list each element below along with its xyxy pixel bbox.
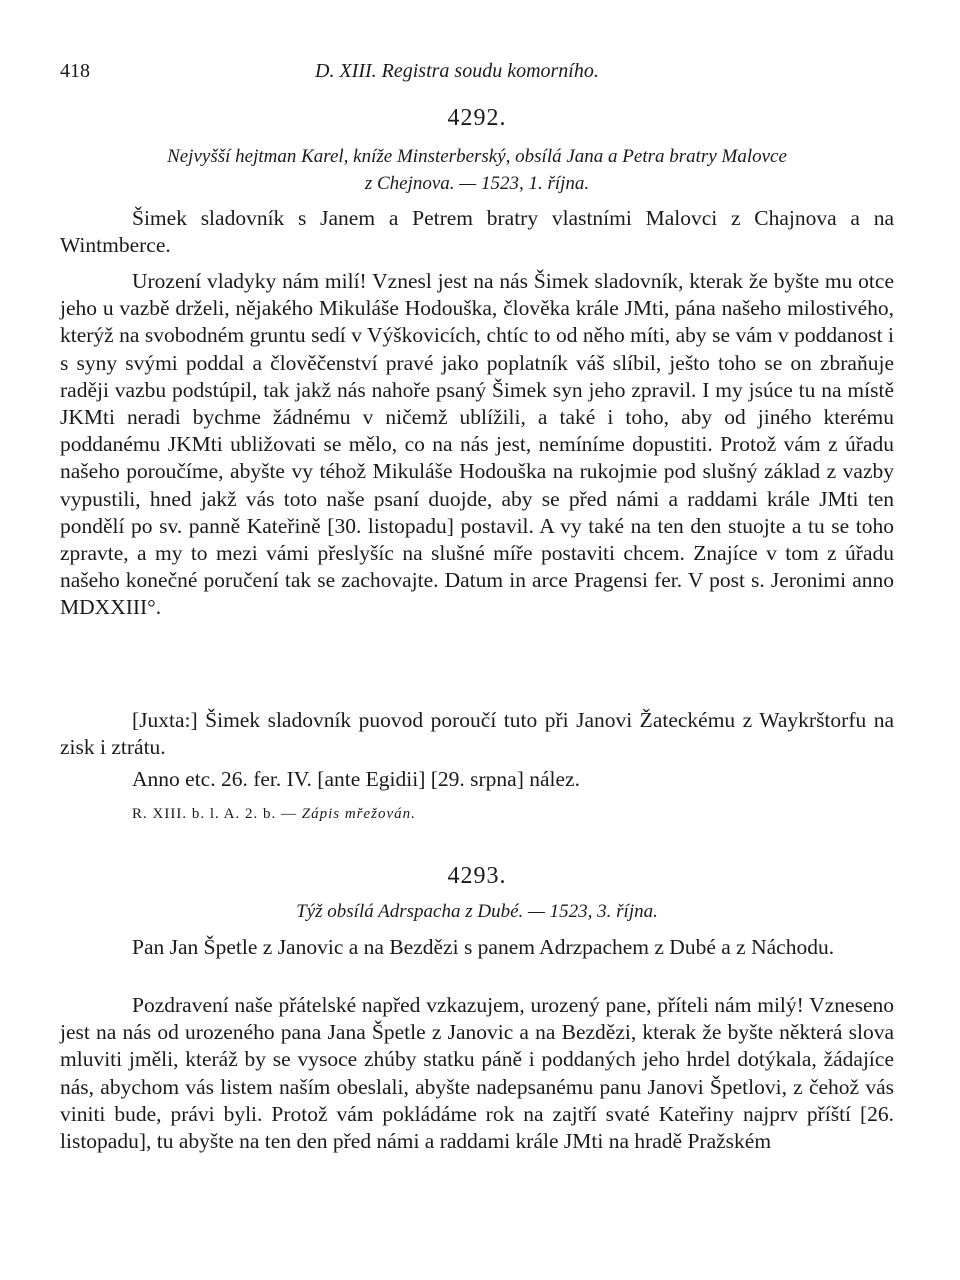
source-separator: — [281, 806, 297, 822]
entry-number: 4293. [447, 863, 507, 889]
source-note: Zápis mřežován. [301, 806, 416, 822]
entry-heading-line: z Chejnova. — 1523, 1. října. [364, 173, 590, 194]
page-number: 418 [60, 60, 90, 82]
entry-number: 4292. [447, 105, 507, 131]
entry-heading [60, 898, 894, 925]
entry-body: Pozdravení naše přátelské napřed vzkazujem, urozený pane, příteli nám milý! Vzneseno jest na nás od urozeného pana Jana Špetle z Janovic a na Bezdězi, kterak že byšte některá slova mluviti jměli, kteráž by se vysoce zhúby statku páně i poddaných jeho hrdel dotýkala, žádajíce nás, abychom vás listem naším obeslali, abyšte nadepsanému panu Janovi Špetlovi, z čehož vás viniti bude, právi byli. Protož vám pokládáme rok na zajtří svaté Kateřiny najprv příští [26. listopadu], tu abyšte na ten den před námi a raddami krále JMti na hradě Pražském [60, 993, 894, 1154]
entry-heading-line: Týž obsílá Adrspacha z Dubé. — 1523, 3. října. [296, 901, 658, 922]
entry-anno: Anno etc. 26. fer. IV. [ante Egidii] [29. srpna] nález. [132, 767, 580, 791]
running-head [60, 60, 890, 90]
entry-source [60, 806, 960, 823]
entry-address: Šimek sladovník s Janem a Petrem bratry vlastními Malovci z Chajnova a na Wintmberce. [60, 206, 894, 258]
entry-heading-line: Nejvyšší hejtman Karel, kníže Minsterberský, obsílá Jana a Petra bratry Malovce [167, 146, 787, 167]
entry-address: Pan Jan Špetle z Janovic a na Bezdězi s panem Adrzpachem z Dubé a z Náchodu. [132, 935, 835, 959]
entry-heading [60, 143, 894, 197]
source-reference: R. XIII. b. l. A. 2. b. [132, 806, 277, 822]
entry-juxta: [Juxta:] Šimek sladovník puovod poroučí tuto při Janovi Žateckému z Waykrštorfu na zisk i ztrátu. [60, 708, 894, 760]
running-title: D. XIII. Registra soudu komorního. [315, 60, 599, 82]
entry-body: Urození vladyky nám milí! Vznesl jest na nás Šimek sladovník, kterak že byšte mu otce jeho u vazbě drželi, nějakého Mikuláše Hodouška, člověka krále JMti, pána našeho milostivého, kterýž na svobodném gruntu sedí v Výškovicích, chtíc to od něho míti, aby se vám v poddanost i s syny svými poddal a člověčenství pravé jako poplatník váš slíbil, ješto toho se on zbraňuje raději vazbu podstúpil, tak jakž nás nahoře psaný Šimek syn jeho zpravil. I my jsúce tu na místě JKMti neradi bychme žádnému v ničemž ublížili, a také i toho, aby od jiného kterému poddanému JKMti ubližovati se mělo, co na nás jest, nemíníme dopustiti. Protož vám z úřadu našeho poroučíme, abyšte vy téhož Mikuláše Hodouška na rukojmie pod slušný základ z vazby vypustili, hned jakž vás toto naše psaní duojde, aby se před námi a raddami krále JMti ten pondělí po sv. panně Kateřině [30. listopadu] postavil. A vy také na ten den stuojte a tu se toho zpravte, a my to mezi vámi přeslyšíc na slušné míře postaviti chcem. Znajíce v tom z úřadu našeho konečné poručení tak se zachovajte. Datum in arce Pragensi fer. V post s. Jeronimi anno MDXXIII°. [60, 269, 894, 620]
